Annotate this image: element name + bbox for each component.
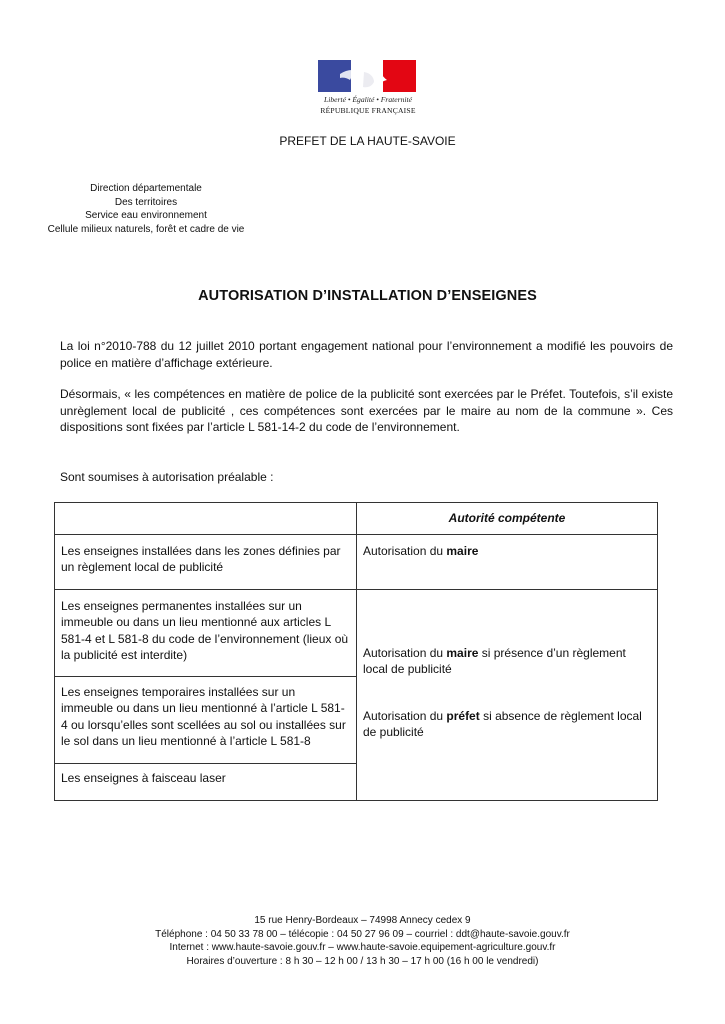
paragraph-desormais: Désormais, « les compétences en matière de police de la publicité sont exercées par le Préfet. Toutefois, s’il existe unrèglement local de publicité , ces compétences sont exercées par le maire au nom de la commune ». Ces dispositions sont fixées par l’article L 581-14-2 du code de l’environnement. <box>60 387 673 435</box>
logo-republic: RÉPUBLIQUE FRANÇAISE <box>320 106 416 115</box>
authority-text: Autorisation du <box>363 544 447 558</box>
direction-line: Direction départementale <box>90 183 202 194</box>
authority-bold: maire <box>446 646 479 660</box>
table-header-empty-cell <box>55 503 357 535</box>
direction-line: Des territoires <box>114 196 178 208</box>
authority-bold: préfet <box>446 708 480 723</box>
authority-text: Autorisation du <box>363 646 447 660</box>
logo-motto: Liberté • Égalité • Fraternité <box>324 95 412 104</box>
table-row <box>55 590 658 677</box>
flag-red-band <box>383 60 416 92</box>
marianne-flag-icon <box>318 60 416 92</box>
document-title: AUTORISATION D’INSTALLATION D’ENSEIGNES <box>198 288 537 304</box>
prefet-heading: PREFET DE LA HAUTE-SAVOIE <box>279 134 456 148</box>
direction-block <box>30 182 262 236</box>
table-row <box>55 535 658 590</box>
footer-line: 15 rue Henry-Bordeaux – 74998 Annecy cedex 9 <box>254 915 471 926</box>
authorization-table <box>54 502 658 801</box>
republique-logo <box>318 60 418 115</box>
paragraph-loi: La loi n°2010-788 du 12 juillet 2010 portant engagement national pour l’environnement a modifié les pouvoirs de police en matière d’affichage extérieure. <box>60 339 673 370</box>
footer-line: Internet : www.haute-savoie.gouv.fr – www.haute-savoie.equipement-agriculture.gouv.fr <box>169 942 556 954</box>
authority-block-prefet <box>363 708 651 741</box>
table-cell-enseigne: Les enseignes à faisceau laser <box>55 764 357 801</box>
paragraph-soumises: Sont soumises à autorisation préalable : <box>60 470 274 484</box>
authority-block-maire <box>363 645 651 678</box>
table-header-authority: Autorité compétente <box>357 503 658 535</box>
footer-line: Téléphone : 04 50 33 78 00 – télécopie : 04 50 27 96 09 – courriel : ddt@haute-savoie.gouv.fr <box>155 928 570 940</box>
table-cell-enseigne: Les enseignes permanentes installées sur un immeuble ou dans un lieu mentionné aux articles L 581-4 et L 581-8 du code de l’environnement (lieux où la publicité est interdite) <box>55 590 357 677</box>
table-cell-enseigne: Les enseignes installées dans les zones définies par un règlement local de publicité <box>55 535 357 590</box>
footer-line: Horaires d’ouverture : 8 h 30 – 12 h 00 / 13 h 30 – 17 h 00 (16 h 00 le vendredi) <box>186 955 539 967</box>
table-header-row <box>55 503 658 535</box>
table-cell-authority-merged <box>357 590 658 801</box>
authority-text: Autorisation du <box>363 708 447 723</box>
footer-contact <box>0 914 725 968</box>
authority-rest: si absence de règlement local de publicité <box>363 708 642 740</box>
table-cell-enseigne: Les enseignes temporaires installées sur un immeuble ou dans un lieu mentionné à l’article L 581-4 ou lorsqu’elles sont scellées au sol ou installées sur le sol dans un lieu mentionné à l’article L 581-8 <box>55 677 357 764</box>
direction-line: Cellule milieux naturels, forêt et cadre de vie <box>47 223 245 235</box>
direction-line: Service eau environnement <box>85 210 207 222</box>
authority-bold: maire <box>446 544 479 558</box>
authority-rest: si présence d’un règlement local de publicité <box>363 646 626 677</box>
table-cell-authority <box>357 535 658 590</box>
